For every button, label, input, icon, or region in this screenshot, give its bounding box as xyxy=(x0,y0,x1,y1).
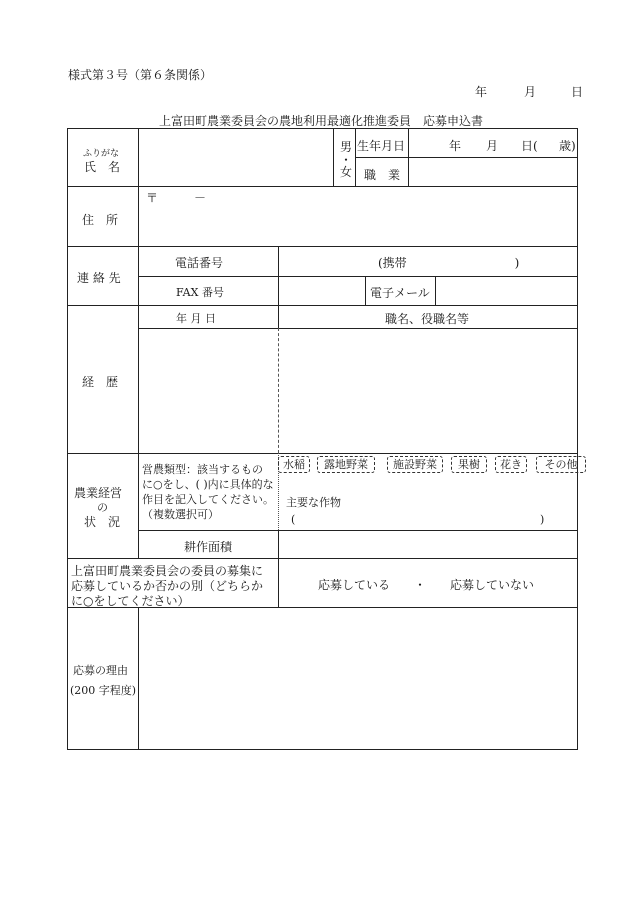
crop-option-greenhouse-vegetables[interactable]: 施設野菜 xyxy=(387,456,443,473)
email-label: 電子メール xyxy=(370,286,430,300)
farming-status-label-1: 農業経営 xyxy=(74,486,123,500)
fax-field[interactable] xyxy=(279,277,365,305)
page-title: 上富田町農業委員会の農地利用最適化推進委員 応募申込書 xyxy=(159,114,484,128)
applying-answer-options[interactable]: 応募している ・ 応募していない xyxy=(318,578,535,592)
sex-separator: ・ xyxy=(340,153,353,167)
birth-year-label: 年 xyxy=(449,139,462,153)
sex-female-option[interactable]: 女 xyxy=(340,165,353,179)
birthdate-label: 生年月日 xyxy=(357,139,406,153)
crop-option-rice[interactable]: 水稲 xyxy=(278,456,310,473)
date-month-label: 月 xyxy=(524,85,537,99)
reason-field[interactable] xyxy=(139,608,577,749)
sex-male-option[interactable]: 男 xyxy=(340,140,353,154)
farming-type-desc-2: に○をし、( )内に具体的な xyxy=(142,478,274,491)
main-crop-open-paren: ( xyxy=(291,513,296,526)
email-field[interactable] xyxy=(436,277,577,305)
name-label: 氏 名 xyxy=(84,160,121,174)
reason-sublabel: (200 字程度) xyxy=(70,684,137,697)
farming-status-label-2: の xyxy=(97,501,108,514)
applying-question-line-3: に○をしてください） xyxy=(71,594,190,608)
phone-field[interactable] xyxy=(279,247,577,276)
main-crop-field[interactable] xyxy=(298,511,536,528)
date-day-label: 日 xyxy=(571,85,584,99)
fax-label: FAX 番号 xyxy=(176,286,224,299)
cultivated-area-field[interactable] xyxy=(279,531,577,558)
date-year-label: 年 xyxy=(475,85,488,99)
name-field[interactable] xyxy=(139,129,333,186)
farming-type-desc-3: 作目を記入してください。 xyxy=(142,493,274,506)
birth-age-label: 歳) xyxy=(559,139,576,153)
address-label: 住 所 xyxy=(82,213,119,227)
occupation-label: 職 業 xyxy=(364,168,401,182)
furigana-label: ふりがな xyxy=(83,149,120,159)
career-label: 経 歴 xyxy=(82,375,119,389)
crop-option-other[interactable]: その他 xyxy=(536,456,586,473)
birth-day-label: 日( xyxy=(521,139,538,153)
main-crop-label: 主要な作物 xyxy=(286,496,341,509)
birthdate-field[interactable] xyxy=(409,129,577,156)
crop-option-fruit-trees[interactable]: 果樹 xyxy=(451,456,487,473)
cultivated-area-label: 耕作面積 xyxy=(184,540,233,554)
phone-label: 電話番号 xyxy=(175,256,224,270)
mobile-label: (携帯 ) xyxy=(378,256,520,270)
birth-month-label: 月 xyxy=(486,139,499,153)
form-number: 様式第３号（第６条関係） xyxy=(68,68,213,82)
contact-label: 連 絡 先 xyxy=(77,271,121,285)
occupation-field[interactable] xyxy=(409,158,577,186)
applying-question-line-2: 応募しているか否かの別（どちらか xyxy=(71,579,264,593)
crop-option-flowers[interactable]: 花き xyxy=(495,456,527,473)
career-title-field[interactable] xyxy=(280,329,577,453)
applying-question-line-1: 上富田町農業委員会の委員の募集に xyxy=(71,564,264,578)
farming-type-desc-1: 営農類型：該当するもの xyxy=(142,463,263,476)
reason-label: 応募の理由 xyxy=(73,664,128,677)
crop-option-field-vegetables[interactable]: 露地野菜 xyxy=(317,456,375,473)
address-field[interactable] xyxy=(139,187,577,246)
farming-type-desc-4: （複数選択可） xyxy=(142,508,219,521)
farming-status-label-3: 状 況 xyxy=(84,515,121,529)
career-date-field[interactable] xyxy=(139,329,277,453)
postal-code-mark: 〒 － xyxy=(146,191,207,205)
career-title-header: 職名、役職名等 xyxy=(385,312,470,326)
career-date-header: 年 月 日 xyxy=(176,312,216,325)
main-crop-close-paren: ) xyxy=(540,513,545,526)
